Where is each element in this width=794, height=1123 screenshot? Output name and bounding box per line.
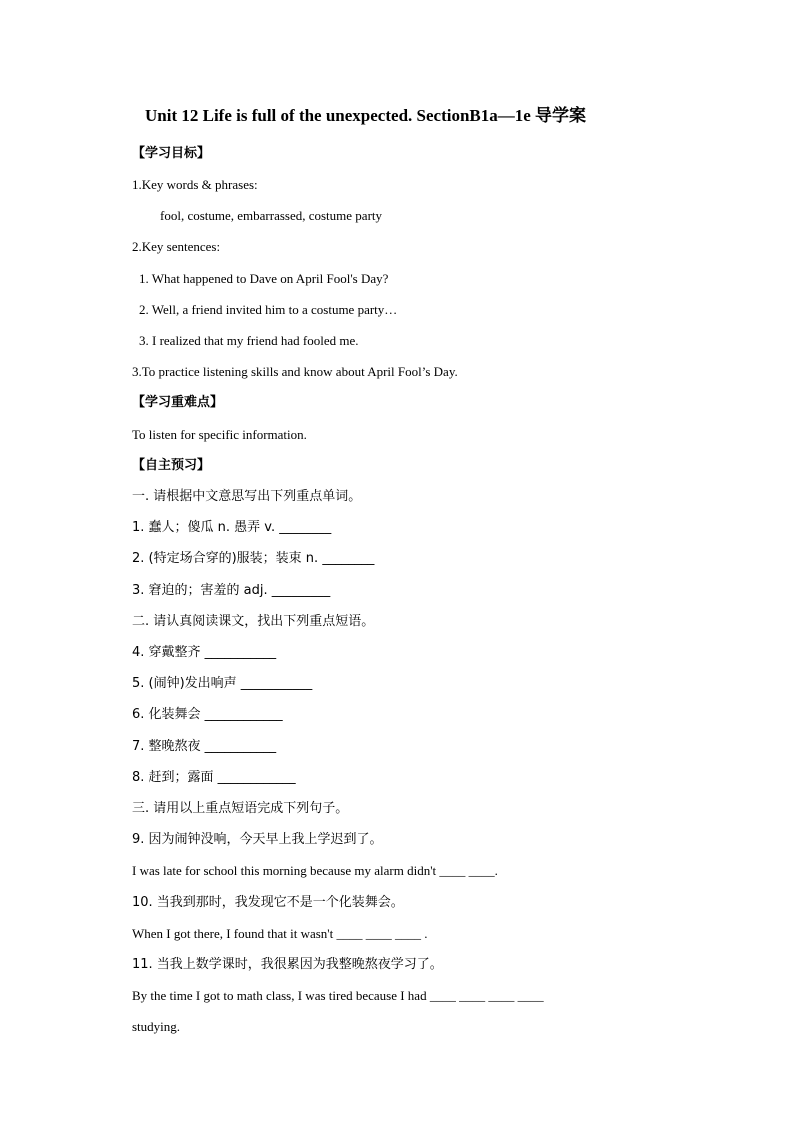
part3-heading: 三. 请用以上重点短语完成下列句子。 [132, 801, 349, 816]
question-9-chinese: 9. 因为闹钟没响，今天早上我上学迟到了。 [132, 832, 383, 847]
goal-3: 3.To practice listening skills and know about April Fool’s Day. [132, 364, 458, 379]
key-sentences-heading: 2.Key sentences: [132, 239, 221, 254]
question-6: 6. 化装舞会 ____________ [132, 707, 283, 722]
key-words-list: fool, costume, embarrassed, costume party [160, 208, 383, 223]
question-7: 7. 整晚熬夜 ___________ [132, 739, 277, 754]
question-9-english: I was late for school this morning because my alarm didn't ____ ____. [132, 863, 498, 878]
key-words-heading: 1.Key words & phrases: [132, 177, 258, 192]
question-10-chinese: 10. 当我到那时，我发现它不是一个化装舞会。 [132, 895, 404, 910]
page-title: Unit 12 Life is full of the unexpected. SectionB1a—1e 导学案 [145, 106, 587, 125]
focus-text: To listen for specific information. [132, 427, 307, 442]
part2-heading: 二. 请认真阅读课文，找出下列重点短语。 [132, 614, 375, 629]
question-4: 4. 穿戴整齐 ___________ [132, 645, 277, 660]
question-11-chinese: 11. 当我上数学课时，我很累因为我整晚熬夜学习了。 [132, 957, 443, 972]
key-sentence-3: 3. I realized that my friend had fooled me. [139, 333, 359, 348]
question-11-english-continued: studying. [132, 1019, 181, 1034]
question-1: 1. 蠢人；傻瓜 n. 愚弄 v. ________ [132, 520, 332, 535]
section-preview-heading: 【自主预习】 [132, 458, 211, 473]
key-sentence-1: 1. What happened to Dave on April Fool's Day? [139, 271, 389, 286]
question-11-english: By the time I got to math class, I was tired because I had ____ ____ ____ ____ [132, 988, 544, 1003]
section-focus-heading: 【学习重难点】 [132, 395, 224, 410]
question-3: 3. 窘迫的；害羞的 adj. _________ [132, 583, 331, 598]
question-8: 8. 赶到；露面 ____________ [132, 770, 296, 785]
part1-heading: 一. 请根据中文意思写出下列重点单词。 [132, 489, 362, 504]
key-sentence-2: 2. Well, a friend invited him to a costume party… [139, 302, 398, 317]
section-objectives-heading: 【学习目标】 [132, 146, 211, 161]
question-2: 2. (特定场合穿的)服装；装束 n. ________ [132, 551, 375, 566]
question-10-english: When I got there, I found that it wasn't ____ ____ ____ . [132, 926, 428, 941]
question-5: 5. (闹钟)发出响声 ___________ [132, 676, 313, 691]
